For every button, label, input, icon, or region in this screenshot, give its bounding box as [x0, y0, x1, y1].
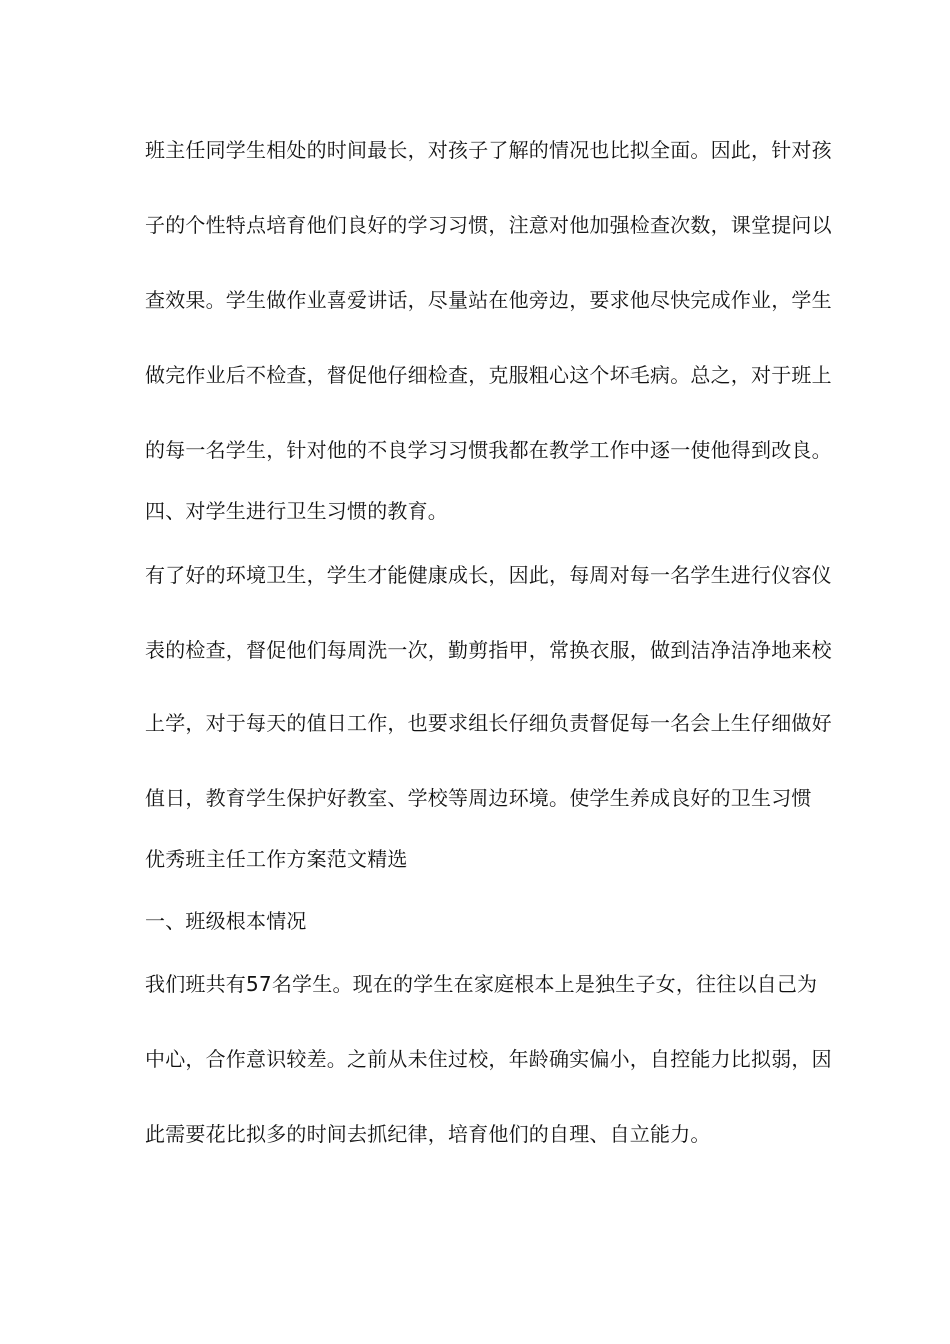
paragraph-line: 此需要花比拟多的时间去抓纪律，培育他们的自理、自立能力。 [145, 1122, 711, 1146]
paragraph-line: 子的个性特点培育他们良好的学习习惯，注意对他加强检查次数，课堂提问以 [145, 213, 832, 237]
paragraph-line: 我们班共有57名学生。现在的学生在家庭根本上是独生子女，往往以自己为 [145, 972, 818, 996]
paragraph-line: 表的检查，督促他们每周洗一次，勤剪指甲，常换衣服，做到洁净洁净地来校 [145, 638, 832, 662]
paragraph-line: 中心，合作意识较差。之前从未住过校，年龄确实偏小，自控能力比拟弱，因 [145, 1047, 832, 1071]
paragraph-line: 查效果。学生做作业喜爱讲话，尽量站在他旁边，要求他尽快完成作业，学生 [145, 288, 832, 312]
section-heading: 四、对学生进行卫生习惯的教育。 [145, 499, 448, 523]
paragraph-line: 值日，教育学生保护好教室、学校等周边环境。使学生养成良好的卫生习惯 [145, 786, 812, 810]
document-title: 优秀班主任工作方案范文精选 [145, 847, 408, 871]
section-heading: 一、班级根本情况 [145, 909, 307, 933]
paragraph-line: 班主任同学生相处的时间最长，对孩子了解的情况也比拟全面。因此，针对孩 [145, 138, 832, 162]
paragraph-line: 的每一名学生，针对他的不良学习习惯我都在教学工作中逐一使他得到改良。 [145, 438, 832, 462]
paragraph-line: 上学，对于每天的值日工作，也要求组长仔细负责督促每一名会上生仔细做好 [145, 711, 832, 735]
paragraph-line: 做完作业后不检查，督促他仔细检查，克服粗心这个坏毛病。总之，对于班上 [145, 363, 832, 387]
paragraph-line: 有了好的环境卫生，学生才能健康成长，因此，每周对每一名学生进行仪容仪 [145, 563, 832, 587]
